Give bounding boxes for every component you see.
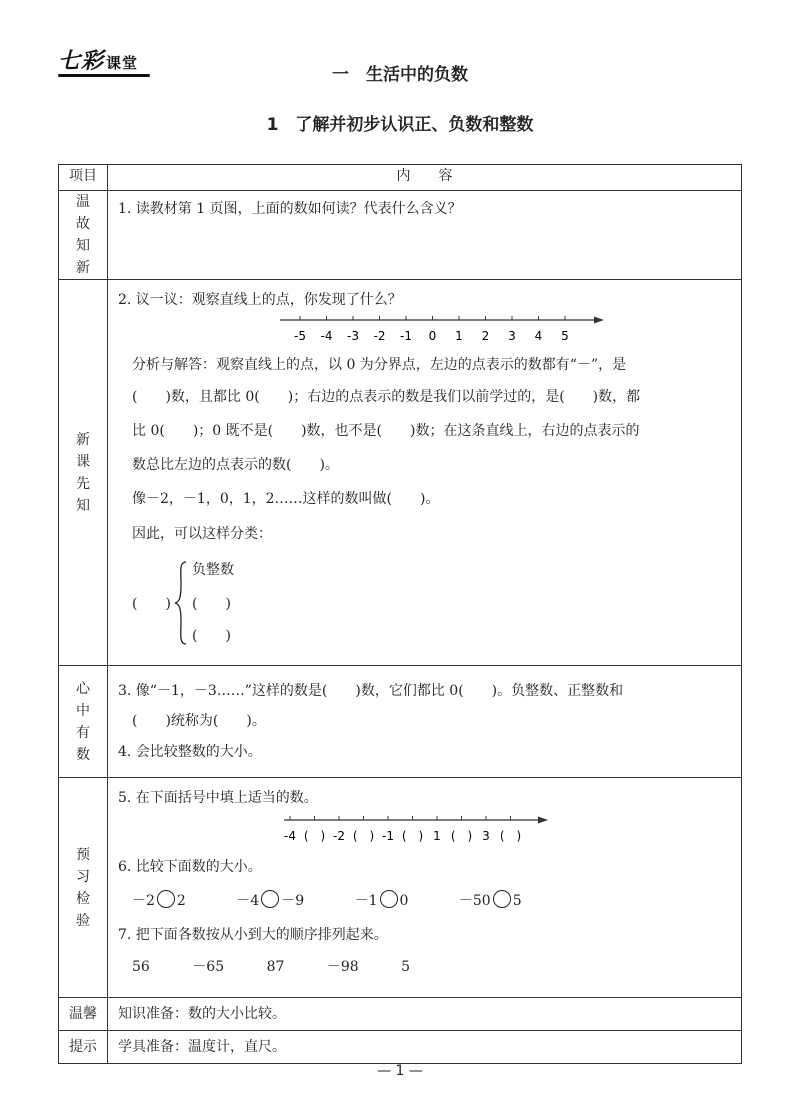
preview-check-content: [108, 778, 742, 998]
header-content: 内 容: [108, 165, 742, 191]
compare-pair: －50 5: [459, 884, 522, 918]
number-line-label: 0: [428, 329, 437, 343]
number-item: －65: [192, 959, 225, 975]
number-line-label: -1: [400, 329, 412, 343]
number-line-label: -2: [373, 329, 386, 343]
number-item: －98: [326, 959, 359, 975]
number-line-label: -2: [333, 829, 345, 843]
analysis-line-2: ( )数，且都比 0( )；右边的点表示的数是我们以前学过的，是( )数，都: [132, 389, 641, 405]
compare-circle[interactable]: [380, 890, 398, 908]
number-list: [118, 952, 731, 982]
question-7: 7. 把下面各数按从小到大的顺序排列起来。: [118, 927, 388, 943]
summary-content: [108, 666, 742, 778]
logo-text: 七彩 课堂: [58, 49, 139, 74]
question-2: 2. 议一议：观察直线上的点，你发现了什么？: [118, 292, 402, 308]
number-line-blank: ( ): [450, 829, 473, 843]
number-line-label: -3: [347, 329, 359, 343]
number-item: 87: [266, 959, 285, 975]
section-title: 1 了解并初步认识正、负数和整数: [266, 115, 534, 135]
question-6: 6. 比较下面数的大小。: [118, 859, 262, 875]
table-row: [59, 778, 742, 998]
compare-pair: －2 2: [132, 884, 186, 918]
worksheet-table: [58, 164, 742, 1064]
question-4: 4. 会比较整数的大小。: [118, 744, 262, 760]
compare-pair: －4 －9: [236, 884, 304, 918]
number-line-label: 3: [482, 829, 490, 843]
analysis-line-4: 数总比左边的点表示的数( )。: [132, 457, 339, 473]
number-line-label: -4: [320, 329, 333, 343]
number-line-blank: ( ): [499, 829, 522, 843]
number-item: 56: [132, 959, 150, 975]
number-line-label: 3: [508, 329, 516, 343]
row-label-new-lesson: 新 课 先 知: [59, 280, 108, 666]
review-content: [108, 191, 742, 280]
new-lesson-content: [108, 280, 742, 666]
number-item: 5: [401, 959, 411, 975]
compare-circle[interactable]: [261, 890, 279, 908]
table-row: [59, 191, 742, 280]
question-3-line-1: 3. 像“－1，－3……”这样的数是( )数，它们都比 0( )。负整数、正整数和: [118, 683, 624, 699]
number-line-label: 4: [534, 329, 543, 343]
table-row: [59, 1031, 742, 1064]
brace-mid-blank: ( ): [192, 596, 231, 612]
table-header-row: [59, 165, 742, 191]
number-line-label: -4: [284, 829, 296, 843]
row-label-summary: 心 中 有 数: [59, 666, 108, 778]
analysis-line-1: 分析与解答：观察直线上的点，以 0 为分界点，左边的点表示的数都有“－”，是: [132, 357, 627, 373]
number-line-blank: ( ): [303, 829, 326, 843]
number-line-label: 5: [561, 329, 569, 343]
table-row: [59, 998, 742, 1031]
question-3-line-2: ( )统称为( )。: [132, 713, 266, 729]
brace-left-blank: ( ): [132, 596, 171, 612]
classification-brace: [132, 556, 731, 652]
compare-pair: －1 0: [355, 884, 409, 918]
table-row: [59, 280, 742, 666]
question-1: 1. 读教材第 1 页图，上面的数如何读？代表什么含义？: [118, 201, 462, 217]
compare-circle[interactable]: [493, 890, 511, 908]
number-line-label: 2: [481, 329, 490, 343]
number-line-label: -1: [382, 829, 394, 843]
number-line-arrow: [594, 317, 604, 324]
brace-bottom-blank: ( ): [192, 628, 231, 644]
integers-definition: 像－2，－1，0，1，2……这样的数叫做( )。: [132, 491, 440, 507]
number-line-1: [278, 316, 608, 346]
analysis-line-3: 比 0( )；0 既不是( )数，也不是( )数；在这条直线上，右边的点表示的: [132, 423, 640, 439]
analysis-block: [118, 350, 731, 652]
number-line-label: 1: [433, 829, 441, 843]
row-label-preview-check: 预 习 检 验: [59, 778, 108, 998]
tips-line-2: 学具准备：温度计，直尺。: [108, 1031, 742, 1064]
brace-top-item: 负整数: [192, 562, 234, 578]
chapter-title: 一 生活中的负数: [332, 65, 468, 85]
row-label-tips-top: 温馨: [59, 998, 108, 1031]
number-line-label: -5: [294, 329, 306, 343]
number-line-2: [284, 814, 554, 848]
row-label-review: 温 故 知 新: [59, 191, 108, 280]
header-item: 项目: [59, 165, 108, 191]
number-line-label: 1: [455, 329, 463, 343]
tips-line-1: 知识准备：数的大小比较。: [108, 998, 742, 1031]
number-line-arrow: [538, 817, 548, 824]
number-line-blank: ( ): [401, 829, 424, 843]
question-5: 5. 在下面括号中填上适当的数。: [118, 790, 318, 806]
brace-icon: [174, 560, 188, 646]
table-row: [59, 666, 742, 778]
classify-line: 因此，可以这样分类：: [132, 526, 272, 542]
page-number: — 1 —: [377, 1063, 423, 1079]
compare-row: [118, 884, 731, 918]
row-label-tips-bottom: 提示: [59, 1031, 108, 1064]
compare-circle[interactable]: [157, 890, 175, 908]
number-line-blank: ( ): [352, 829, 375, 843]
